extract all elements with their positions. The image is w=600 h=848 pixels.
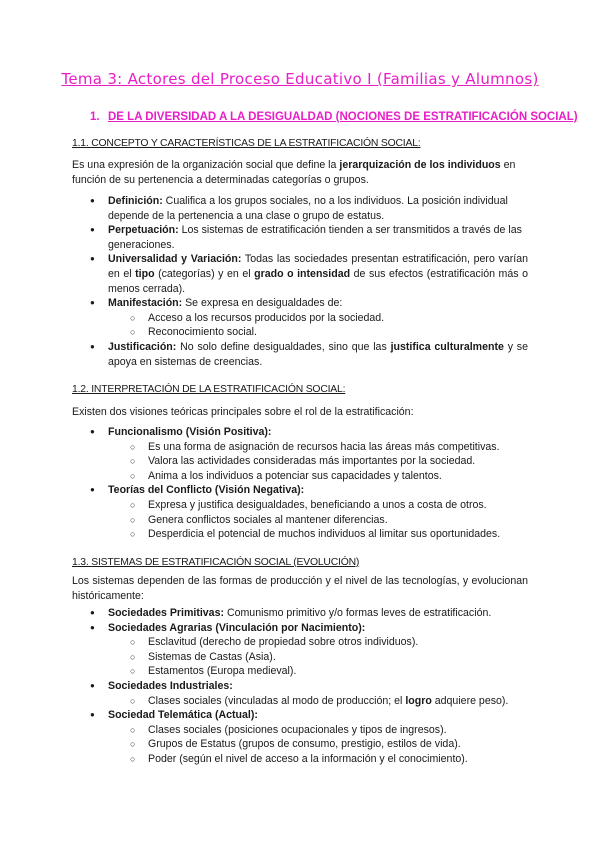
item-label: Justificación: <box>108 340 177 353</box>
item-text: Se expresa en desigualdades de: <box>182 297 343 310</box>
item-label: Teorías del Conflicto (Visión Negativa): <box>108 484 305 497</box>
sub-list <box>108 723 528 767</box>
list-item <box>90 194 528 223</box>
sub-list-item: ○ Es una forma de asignación de recursos hacia las áreas más competitivas. <box>108 440 528 455</box>
intro-text-end: en función de su pertenencia a determinadas categorías o grupos. <box>72 159 516 186</box>
document-title: Tema 3: Actores del Proceso Educativo I (Familias y Alumnos) <box>61 70 539 88</box>
item-text: No solo define desigualdades, sino que las <box>176 340 391 353</box>
item-label: Sociedades Industriales: <box>108 679 233 692</box>
sub-list-item: ○ Expresa y justifica desigualdades, beneficiando a unos a costa de otros. <box>108 498 528 513</box>
item-text: Los sistemas de estratificación tienden a ser transmitidos a través de las generaciones. <box>108 224 522 251</box>
item-emphasis: tipo <box>135 267 155 280</box>
sub-list-item: ○ Desperdicia el potencial de muchos individuos al limitar sus oportunidades. <box>108 527 528 542</box>
item-label: Universalidad y Variación: <box>108 253 242 266</box>
item-emphasis: logro <box>405 694 432 707</box>
sub-list-item: ○ Valora las actividades consideradas más importantes por la sociedad. <box>108 454 528 469</box>
sub-list-item: ○ Sistemas de Castas (Asia). <box>108 650 528 665</box>
theories-list <box>90 425 528 542</box>
item-emphasis: grado o intensidad <box>254 267 351 280</box>
section-1-number: 1. <box>90 111 100 123</box>
sub-list-item: ○ Estamentos (Europa medieval). <box>108 664 528 679</box>
item-text: (categorías) y en el <box>154 267 255 280</box>
subsection-1-1-heading: 1.1. CONCEPTO Y CARACTERÍSTICAS DE LA ESTRATIFICACIÓN SOCIAL: <box>72 138 421 149</box>
sub-list-item: ○ Genera conflictos sociales al mantener diferencias. <box>108 513 528 528</box>
sub-list <box>108 498 528 542</box>
item-label: Sociedad Telemática (Actual): <box>108 709 258 722</box>
list-item <box>90 708 528 766</box>
list-item <box>90 425 528 483</box>
item-text: adquiere peso). <box>431 694 509 707</box>
list-item <box>90 606 528 621</box>
section-1-title: DE LA DIVERSIDAD A LA DESIGUALDAD (NOCIONES DE ESTRATIFICACIÓN SOCIAL) <box>108 111 578 123</box>
item-text: Comunismo primitivo y/o formas leves de estratificación. <box>224 607 492 619</box>
subsection-1-2-heading: 1.2. INTERPRETACIÓN DE LA ESTRATIFICACIÓN SOCIAL: <box>72 384 346 395</box>
item-emphasis: justifica culturalmente <box>390 340 504 353</box>
item-label: Manifestación: <box>108 297 183 310</box>
item-text: y se apoya en sistemas de creencias. <box>108 340 528 368</box>
sub-list <box>108 311 528 340</box>
sub-list-item: ○ Reconocimiento social. <box>108 325 528 340</box>
list-item <box>90 340 528 369</box>
characteristics-list <box>90 194 528 369</box>
section-1-heading <box>90 110 578 125</box>
intro-emphasis: jerarquización de los individuos <box>339 159 501 171</box>
item-text: Todas las sociedades presentan estratificación, pero varían en el <box>108 253 528 280</box>
sub-list <box>108 694 528 709</box>
item-text: Clases sociales (vinculadas al modo de producción; el <box>148 694 406 707</box>
sub-list-item: ○ Esclavitud (derecho de propiedad sobre otros individuos). <box>108 635 528 650</box>
intro-text: Es una expresión de la organización social que define la <box>72 159 340 171</box>
systems-list <box>90 606 528 767</box>
sub-list-item: ○ Clases sociales (posiciones ocupacionales y tipos de ingresos). <box>108 723 528 738</box>
sub-list <box>108 635 528 679</box>
list-item <box>90 296 528 340</box>
item-text: Cualifica a los grupos sociales, no a los individuos. La posición individual depende de la pertenencia a una clase o grupo de estatus. <box>108 195 508 222</box>
subsection-1-3-heading: 1.3. SISTEMAS DE ESTRATIFICACIÓN SOCIAL (EVOLUCIÓN) <box>72 557 360 568</box>
list-item <box>90 252 528 296</box>
sub-list-item: ○ Poder (según el nivel de acceso a la información y el conocimiento). <box>108 752 528 767</box>
sub-list-item: ○ Anima a los individuos a potenciar sus capacidades y talentos. <box>108 469 528 484</box>
item-label: Funcionalismo (Visión Positiva): <box>108 426 272 438</box>
sub-list <box>108 440 528 484</box>
sub-list-item <box>108 694 528 709</box>
item-label: Sociedades Primitivas: <box>108 607 224 619</box>
list-item <box>90 621 528 679</box>
item-label: Perpetuación: <box>108 224 179 237</box>
sub-list-item: ○ Acceso a los recursos producidos por la sociedad. <box>108 311 528 326</box>
item-label: Sociedades Agrarias (Vinculación por Nacimiento): <box>108 621 366 634</box>
list-item <box>90 223 528 252</box>
list-item <box>90 679 528 708</box>
subsection-1-3-intro: Los sistemas dependen de las formas de producción y el nivel de las tecnologías, y evolucionan históricamente: <box>72 575 528 602</box>
item-label: Definición: <box>108 195 163 207</box>
sub-list-item: ○ Grupos de Estatus (grupos de consumo, prestigio, estilos de vida). <box>108 737 528 752</box>
subsection-1-2-intro: Existen dos visiones teóricas principales sobre el rol de la estratificación: <box>72 406 414 418</box>
list-item <box>90 483 528 541</box>
subsection-1-1-intro <box>72 158 528 187</box>
item-text: de sus efectos (estratificación más o menos cerrada). <box>108 267 528 295</box>
